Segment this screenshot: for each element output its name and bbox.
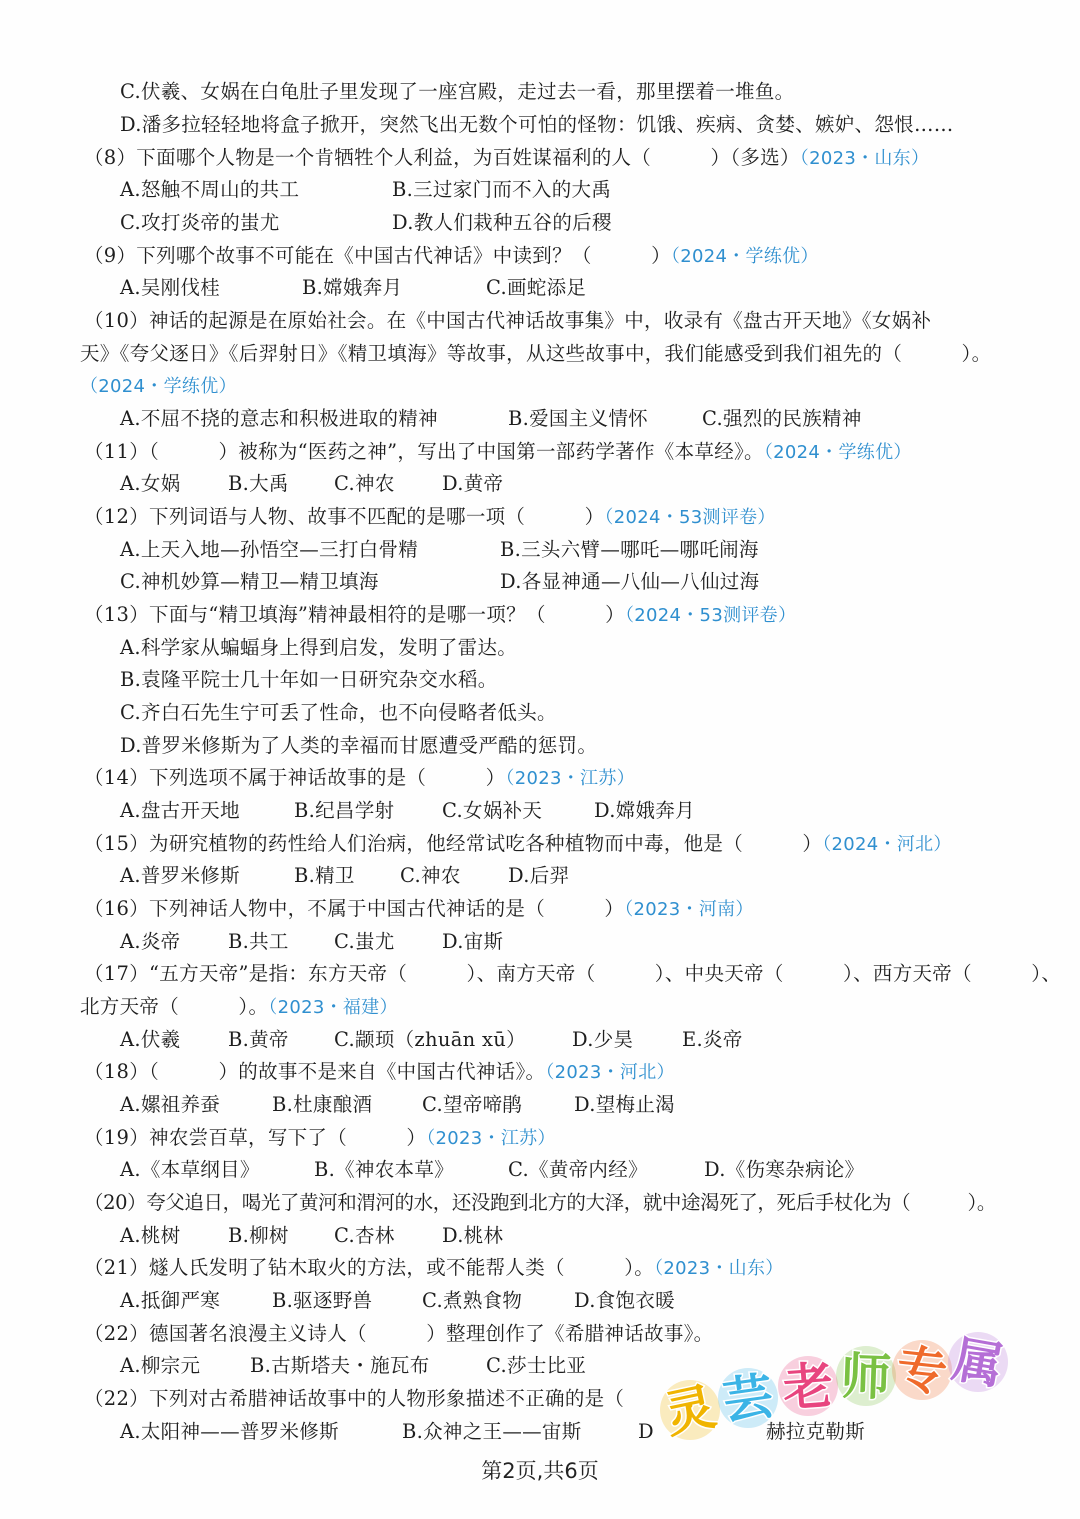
option-b[interactable]: B.杜康酿酒 — [272, 1093, 373, 1116]
stamp-char: 师 — [839, 1347, 892, 1407]
option-b[interactable]: B.共工 — [228, 930, 289, 953]
option-d[interactable]: D — [638, 1420, 654, 1443]
option-a[interactable]: A.柳宗元 — [120, 1354, 201, 1377]
question-20: （20）夸父追日，喝光了黄河和渭河的水，还没跑到北方的大泽，就中途渴死了，死后手杖化为（ ）。 — [84, 1191, 996, 1214]
source-tag: （2024・53测评卷） — [624, 605, 797, 626]
source-tag: （2023・江苏） — [505, 768, 635, 789]
options-row — [0, 534, 1080, 566]
stamp-char: 芸 — [719, 1366, 777, 1432]
option-a[interactable]: A.伏羲 — [120, 1028, 181, 1051]
option-d[interactable]: D.食饱衣暖 — [574, 1289, 675, 1312]
option-b[interactable]: B.三过家门而不入的大禹 — [392, 178, 612, 201]
option-c[interactable]: C.攻打炎帝的蚩尤 — [120, 211, 280, 234]
option-d-text: 赫拉克勒斯 — [766, 1420, 866, 1443]
option-d[interactable]: D.望梅止渴 — [574, 1093, 675, 1116]
source-tag: （2024・53测评卷） — [604, 507, 776, 528]
option-a[interactable]: A.普罗米修斯 — [120, 864, 240, 887]
question-8: （8）下面哪个人物是一个肯牺牲个人利益，为百姓谋福利的人（ ）（多选）（2023・山东） — [84, 146, 930, 169]
option-a[interactable]: A.科学家从蝙蝠身上得到启发，发明了雷达。 — [120, 636, 518, 659]
option-a[interactable]: A.吴刚伐桂 — [120, 276, 221, 299]
option-a[interactable]: A.上天入地—孙悟空—三打白骨精 — [120, 538, 419, 561]
option-a[interactable]: A.盘古开天地 — [120, 799, 240, 822]
page-number: 第2页,共6页 — [481, 1459, 599, 1483]
option-b[interactable]: B.纪昌学射 — [294, 799, 395, 822]
stamp-char: 属 — [948, 1330, 1008, 1396]
option-b[interactable]: B.驱逐野兽 — [272, 1289, 373, 1312]
source-tag: （2024・学练优） — [80, 376, 237, 397]
options-row — [0, 1285, 1080, 1317]
question-9: （9）下列哪个故事不可能在《中国古代神话》中读到？（ ）（2024・学练优） — [84, 244, 819, 267]
options-row — [0, 926, 1080, 958]
source-tag: （2024・学练优） — [763, 442, 912, 463]
watermark-stamp — [660, 1318, 1020, 1458]
options-row — [0, 1024, 1080, 1056]
option-a[interactable]: A.女娲 — [120, 472, 181, 495]
question-19: （19）神农尝百草，写下了（ ）（2023・江苏） — [84, 1126, 556, 1149]
question-10-cont: 天》《夸父逐日》《后羿射日》《精卫填海》等故事，从这些故事中，我们能感受到我们祖先的（ ）。 — [80, 342, 992, 365]
stamp-char: 专 — [894, 1339, 950, 1403]
question-11: （11）（ ）被称为“医药之神”，写出了中国第一部药学著作《本草经》。（2024・学练优） — [84, 440, 912, 463]
question-17-cont: 北方天帝（ ）。（2023・福建） — [80, 995, 398, 1018]
stamp-char: 灵 — [660, 1377, 721, 1445]
option-c[interactable]: C.神机妙算—精卫—精卫填海 — [120, 570, 379, 593]
option-a[interactable]: A.《本草纲目》 — [120, 1158, 260, 1181]
option-c[interactable]: C.《黄帝内经》 — [508, 1158, 648, 1181]
source-tag: （2023・江苏） — [426, 1128, 556, 1149]
options-row — [0, 1154, 1080, 1186]
option-b[interactable]: B.爱国主义情怀 — [508, 407, 648, 430]
question-18: （18）（ ）的故事不是来自《中国古代神话》。（2023・河北） — [84, 1060, 675, 1083]
question-14: （14）下列选项不属于神话故事的是（ ）（2023・江苏） — [84, 766, 635, 789]
options-row — [0, 403, 1080, 435]
options-row — [0, 207, 1080, 239]
option-c[interactable]: C.画蛇添足 — [486, 276, 587, 299]
question-16: （16）下列神话人物中，不属于中国古代神话的是（ ）（2023・河南） — [84, 897, 754, 920]
source-tag: （2023・山东） — [799, 148, 930, 169]
option-a[interactable]: A.怒触不周山的共工 — [120, 178, 300, 201]
option-b[interactable]: B.袁隆平院士几十年如一日研究杂交水稻。 — [120, 668, 498, 691]
question-22: （22）德国著名浪漫主义诗人（ ）整理创作了《希腊神话故事》。 — [84, 1322, 714, 1345]
options-row — [0, 272, 1080, 304]
option-d[interactable]: D.嫦娥奔月 — [594, 799, 695, 822]
option-b[interactable]: B.众神之王——宙斯 — [402, 1420, 582, 1443]
option-d[interactable]: D.少昊 — [572, 1028, 634, 1051]
options-row — [0, 566, 1080, 598]
option-b[interactable]: B.柳树 — [228, 1224, 289, 1247]
option-d[interactable]: D.后羿 — [508, 864, 570, 887]
question-13: （13）下面与“精卫填海”精神最相符的是哪一项？（ ）（2024・53测评卷） — [84, 603, 797, 626]
option-line: C.伏羲、女娲在白龟肚子里发现了一座宫殿，走过去一看，那里摆着一堆鱼。 — [120, 80, 795, 103]
option-a[interactable]: A.抵御严寒 — [120, 1289, 221, 1312]
question-21: （21）燧人氏发明了钻木取火的方法，或不能帮人类（ ）。（2023・山东） — [84, 1256, 784, 1279]
option-c[interactable]: C.煮熟食物 — [422, 1289, 523, 1312]
option-d[interactable]: D.黄帝 — [442, 472, 504, 495]
option-b[interactable]: B.黄帝 — [228, 1028, 289, 1051]
question-15: （15）为研究植物的药性给人们治病，他经常试吃各种植物而中毒，他是（ ）（2024・河北） — [84, 832, 952, 855]
options-row — [0, 1089, 1080, 1121]
source-tag: （2024・河北） — [822, 834, 952, 855]
question-10: （10）神话的起源是在原始社会。在《中国古代神话故事集》中，收录有《盘古开天地》《女娲补 — [84, 309, 932, 332]
options-row — [0, 468, 1080, 500]
source-tag: （2023・福建） — [268, 997, 398, 1018]
option-c[interactable]: C.蚩尤 — [334, 930, 395, 953]
option-c[interactable]: C.望帝啼鹃 — [422, 1093, 523, 1116]
stamp-char: 老 — [781, 1356, 836, 1418]
option-c[interactable]: C.神农 — [334, 472, 395, 495]
option-c[interactable]: C.女娲补天 — [442, 799, 543, 822]
option-c[interactable]: C.杏林 — [334, 1224, 395, 1247]
option-d[interactable]: D.普罗米修斯为了人类的幸福而甘愿遭受严酷的惩罚。 — [120, 734, 598, 757]
option-d[interactable]: D.桃林 — [442, 1224, 504, 1247]
option-e[interactable]: E.炎帝 — [682, 1028, 743, 1051]
option-b[interactable]: B.三头六臂—哪吒—哪吒闹海 — [500, 538, 759, 561]
options-row — [0, 860, 1080, 892]
options-row — [0, 174, 1080, 206]
option-line: D.潘多拉轻轻地将盒子掀开，突然飞出无数个可怕的怪物：饥饿、疾病、贪婪、嫉妒、怨恨…… — [120, 113, 954, 136]
question-12: （12）下列词语与人物、故事不匹配的是哪一项（ ）（2024・53测评卷） — [84, 505, 776, 528]
option-a[interactable]: A.炎帝 — [120, 930, 181, 953]
option-b[interactable]: B.大禹 — [228, 472, 289, 495]
option-c[interactable]: C.颛顼（zhuān xū） — [334, 1028, 526, 1051]
option-d[interactable]: D.各显神通—八仙—八仙过海 — [500, 570, 760, 593]
option-c[interactable]: C.齐白石先生宁可丢了性命，也不向侵略者低头。 — [120, 701, 557, 724]
option-b[interactable]: B.嫦娥奔月 — [302, 276, 403, 299]
question-17: （17）“五方天帝”是指：东方天帝（ ）、南方天帝（ ）、中央天帝（ ）、西方天帝（ ）、 — [84, 962, 1062, 985]
options-row — [0, 1220, 1080, 1252]
option-c[interactable]: C.神农 — [400, 864, 461, 887]
option-b[interactable]: B.古斯塔夫・施瓦布 — [250, 1354, 430, 1377]
source-tag: （2023・河南） — [624, 899, 754, 920]
source-tag: （2024・学练优） — [670, 246, 819, 267]
option-d[interactable]: D.教人们栽种五谷的后稷 — [392, 211, 612, 234]
question-22b: （22）下列对古希腊神话故事中的人物形象描述不正确的是（ — [84, 1387, 625, 1410]
source-tag: （2023・河北） — [545, 1062, 675, 1083]
option-c[interactable]: C.莎士比亚 — [486, 1354, 587, 1377]
option-a[interactable]: A.不屈不挠的意志和积极进取的精神 — [120, 407, 438, 430]
option-a[interactable]: A.太阳神——普罗米修斯 — [120, 1420, 339, 1443]
option-a[interactable]: A.桃树 — [120, 1224, 181, 1247]
option-d[interactable]: D.宙斯 — [442, 930, 504, 953]
option-c[interactable]: C.强烈的民族精神 — [702, 407, 862, 430]
option-b[interactable]: B.精卫 — [294, 864, 355, 887]
options-row — [0, 795, 1080, 827]
option-a[interactable]: A.嫘祖养蚕 — [120, 1093, 221, 1116]
option-b[interactable]: B.《神农本草》 — [314, 1158, 454, 1181]
source-tag: （2023・山东） — [654, 1258, 784, 1279]
question-10-source — [0, 370, 1080, 402]
option-d[interactable]: D.《伤寒杂病论》 — [704, 1158, 865, 1181]
